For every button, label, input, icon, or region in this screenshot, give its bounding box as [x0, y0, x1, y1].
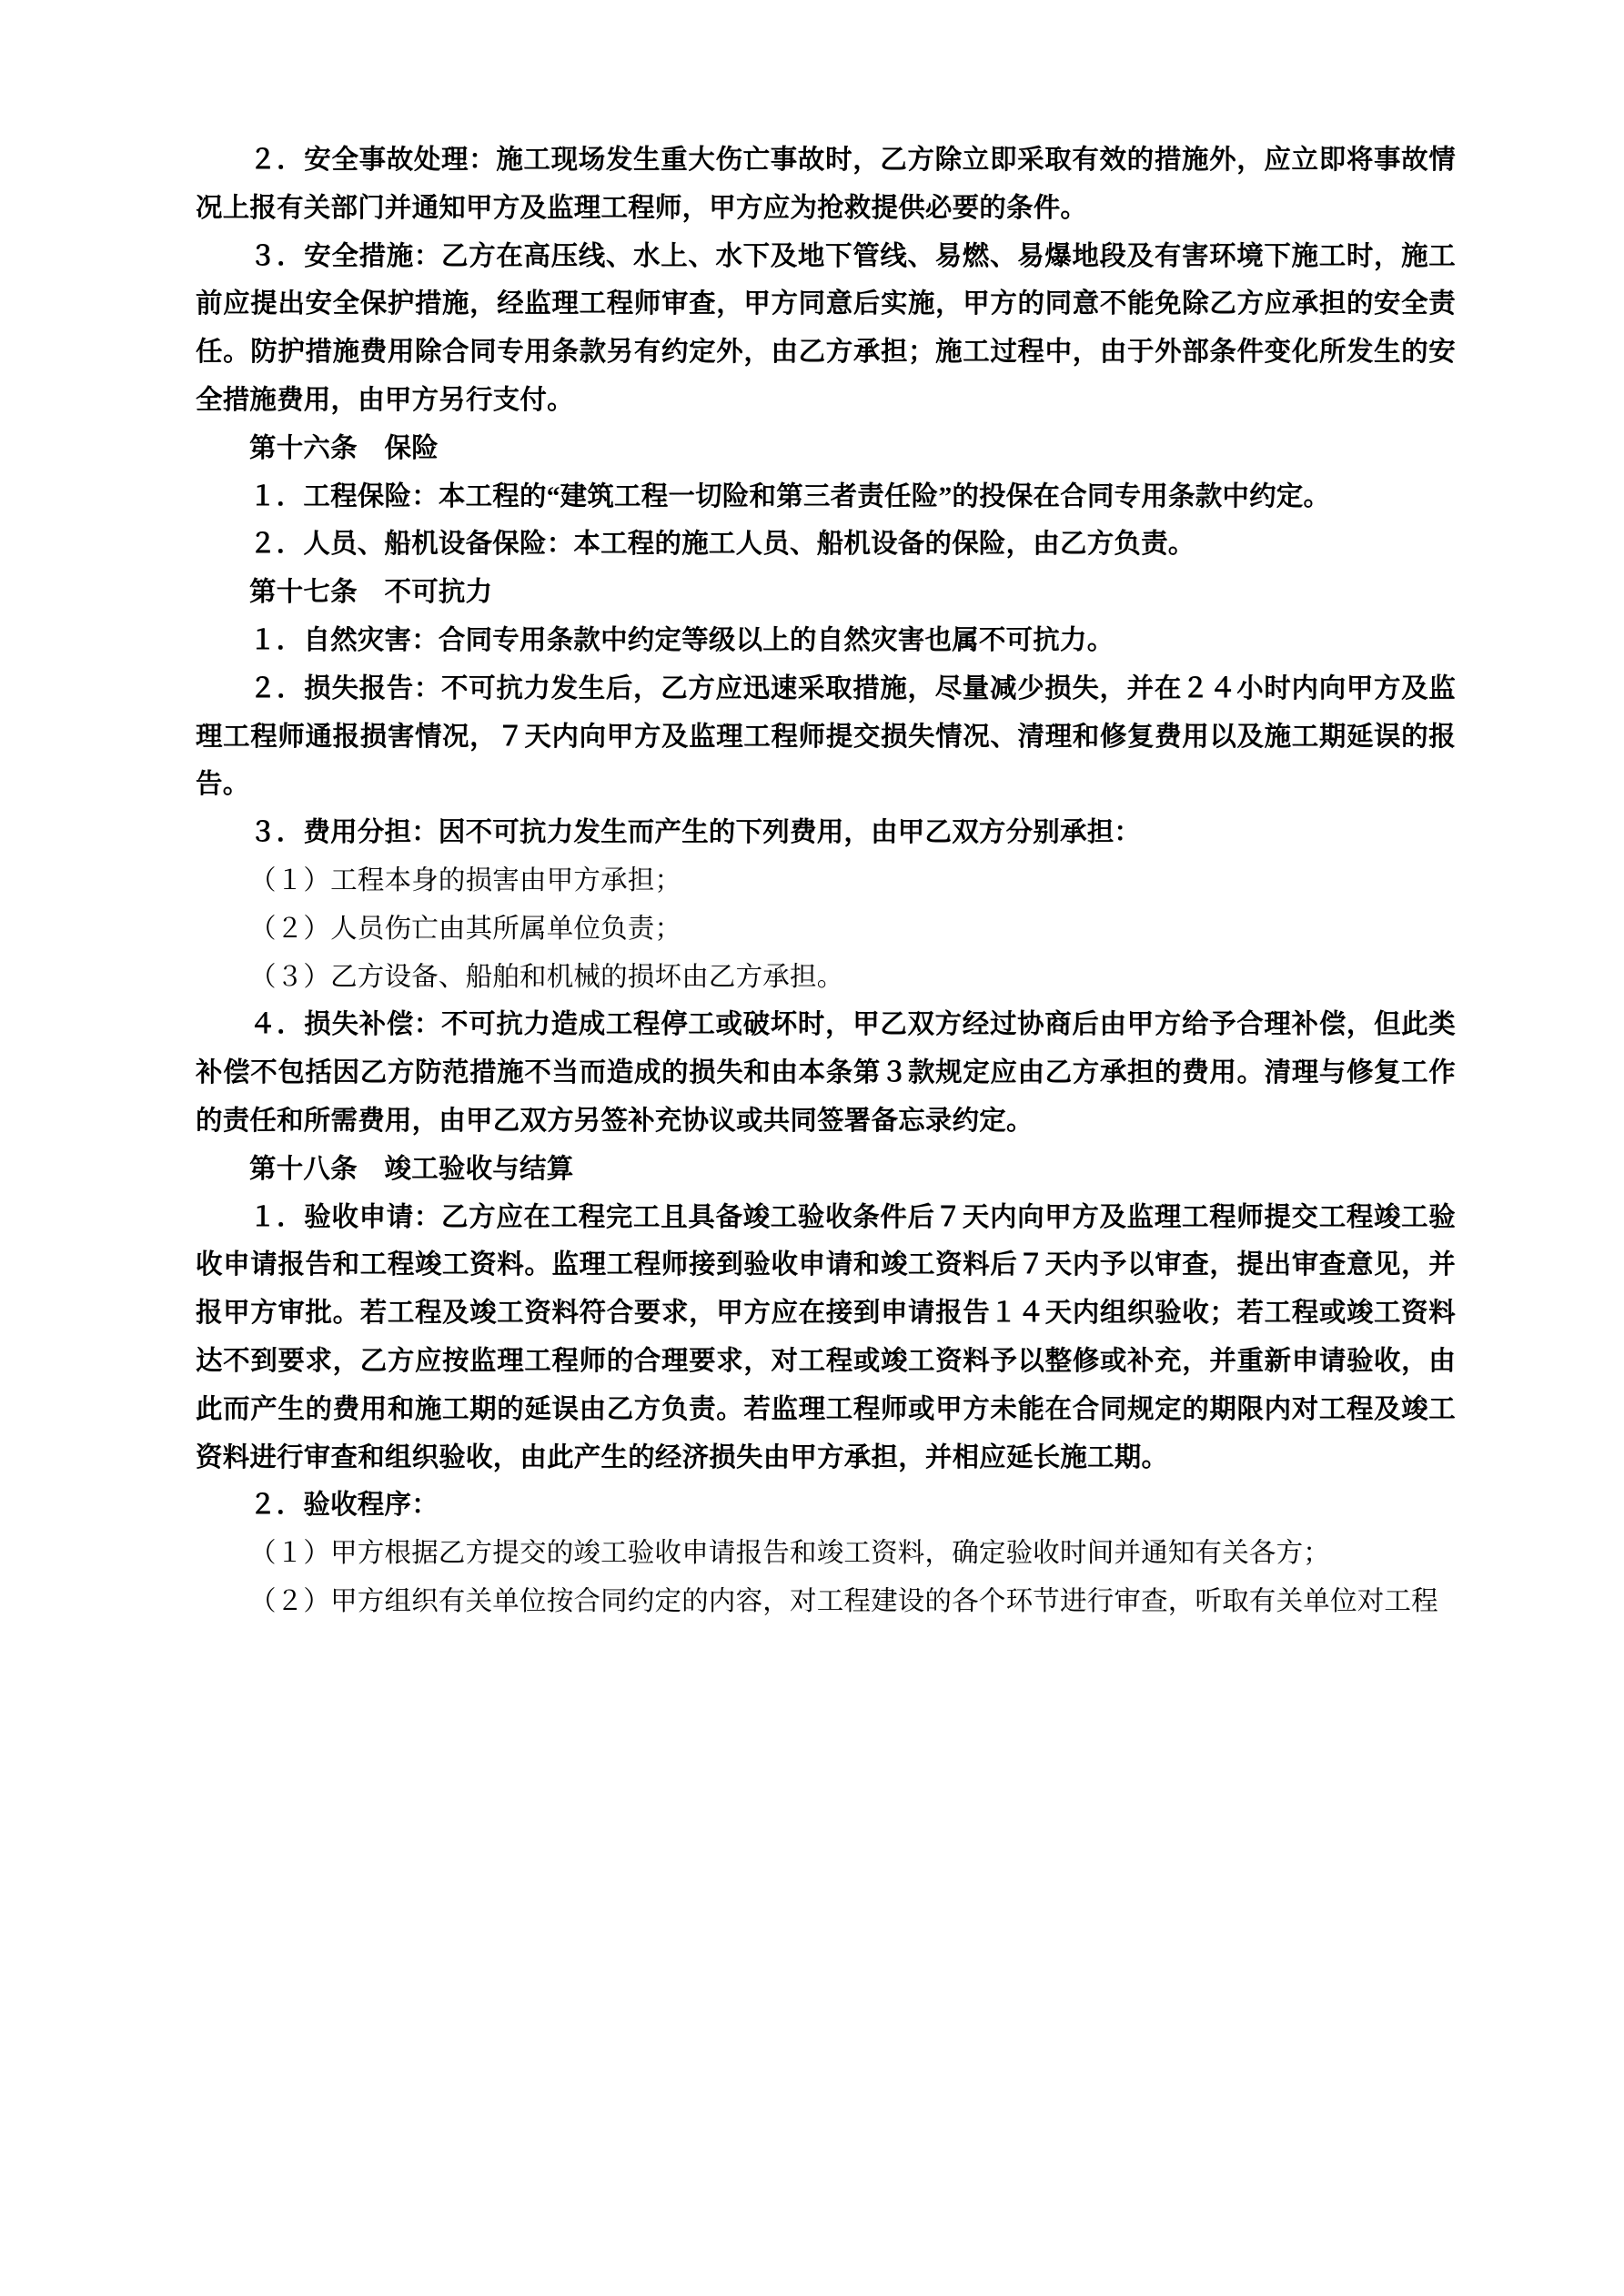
clause-17-item-3-sub-2: （２）人员伤亡由其所属单位负责；: [249, 914, 682, 944]
clause-17-item-3-sub-3: （３）乙方设备、船舶和机械的损坏由乙方承担。: [249, 962, 844, 992]
clause-17-heading: 第十七条 不可抗力: [249, 578, 493, 608]
clause-15-item-3: ３．安全措施：乙方在高压线、水上、水下及地下管线、易燃、易爆地段及有害环境下施工时，施工前应提出安全保护措施，经监理工程师审查，甲方同意后实施，甲方的同意不能免除乙方应承担的安全责任。防护措施费用除合同专用条款另有约定外，由乙方承担；施工过程中，由于外部条件变化所发生的安全措施费用，由甲方另行支付。: [196, 241, 1456, 415]
clause-15-item-2: ２．安全事故处理：施工现场发生重大伤亡事故时，乙方除立即采取有效的措施外，应立即将事故情况上报有关部门并通知甲方及监理工程师，甲方应为抢救提供必要的条件。: [196, 146, 1456, 223]
clause-18-item-2-sub-2: （２）甲方组织有关单位按合同约定的内容，对工程建设的各个环节进行审查，听取有关单位对工程: [249, 1586, 1438, 1616]
clause-17-item-2: ２．损失报告：不可抗力发生后，乙方应迅速采取措施，尽量减少损失，并在２４小时内向甲方及监理工程师通报损害情况，７天内向甲方及监理工程师提交损失情况、清理和修复费用以及施工期延误的报告。: [196, 673, 1456, 800]
clause-18-item-2-sub-1: （１）甲方根据乙方提交的竣工验收申请报告和竣工资料，确定验收时间并通知有关各方；: [249, 1539, 1331, 1569]
clause-17-item-3-sub-1: （１）工程本身的损害由甲方承担；: [249, 865, 682, 895]
clause-16-item-1: １．工程保险：本工程的“建筑工程一切险和第三者责任险”的投保在合同专用条款中约定。: [249, 481, 1331, 511]
clause-16-heading: 第十六条 保险: [249, 433, 439, 463]
clause-17-item-3: ３．费用分担：因不可抗力发生而产生的下列费用，由甲乙双方分别承担：: [249, 818, 1142, 848]
clause-16-item-2: ２．人员、船机设备保险：本工程的施工人员、船机设备的保险，由乙方负责。: [249, 530, 1195, 560]
clause-17-item-1: １．自然灾害：合同专用条款中约定等级以上的自然灾害也属不可抗力。: [249, 625, 1115, 655]
clause-18-item-1: １．验收申请：乙方应在工程完工且具备竣工验收条件后７天内向甲方及监理工程师提交工程竣工验收申请报告和工程竣工资料。监理工程师接到验收申请和竣工资料后７天内予以审查，提出审查意见，并报甲方审批。若工程及竣工资料符合要求，甲方应在接到申请报告１４天内组织验收；若工程或竣工资料达不到要求，乙方应按监理工程师的合理要求，对工程或竣工资料予以整修或补充，并重新申请验收，由此而产生的费用和施工期的延误由乙方负责。若监理工程师或甲方未能在合同规定的期限内对工程及竣工资料进行审查和组织验收，由此产生的经济损失由甲方承担，并相应延长施工期。: [196, 1202, 1456, 1472]
document-body: [196, 137, 1456, 1626]
clause-17-item-4: ４．损失补偿：不可抗力造成工程停工或破坏时，甲乙双方经过协商后由甲方给予合理补偿，但此类补偿不包括因乙方防范措施不当而造成的损失和由本条第３款规定应由乙方承担的费用。清理与修复工作的责任和所需费用，由甲乙双方另签补充协议或共同签署备忘录约定。: [196, 1010, 1456, 1136]
clause-18-item-2: ２．验收程序：: [249, 1491, 439, 1521]
clause-18-heading: 第十八条 竣工验收与结算: [249, 1154, 574, 1184]
